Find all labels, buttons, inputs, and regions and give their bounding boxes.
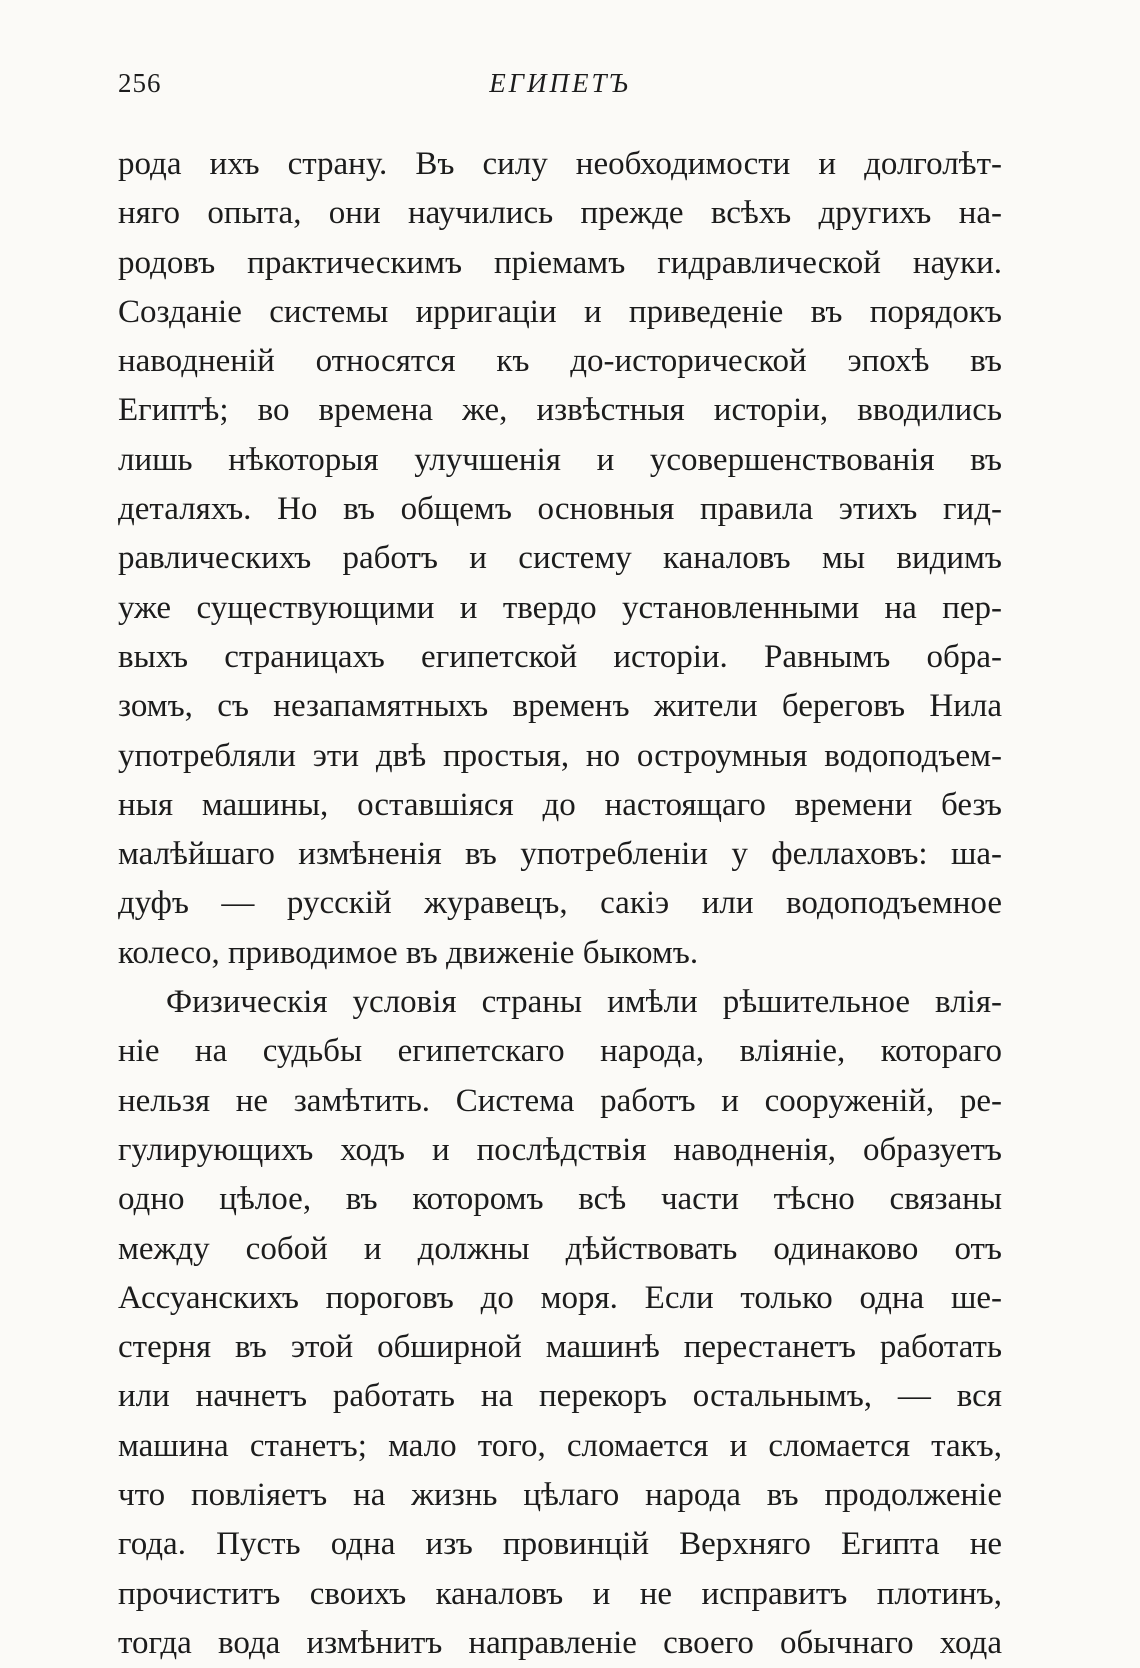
text-line: деталяхъ. Но въ общемъ основныя правила этихъ гид- — [118, 491, 1002, 528]
text-line: ніе на судьбы египетскаго народа, вліяніе, котораго — [118, 1033, 1002, 1070]
body-text — [118, 140, 1002, 1668]
text-line: малѣйшаго измѣненія въ употребленіи у феллаховъ: ша- — [118, 836, 1002, 873]
text-line: стерня въ этой обширной машинѣ перестанетъ работать — [118, 1329, 1002, 1366]
text-line: гулирующихъ ходъ и послѣдствія наводненія, образуетъ — [118, 1131, 1002, 1168]
text-line: лишь нѣкоторыя улучшенія и усовершенствованія въ — [118, 441, 1002, 478]
text-line: уже существующими и твердо установленными на пер- — [118, 589, 1002, 626]
running-head — [118, 68, 1002, 108]
text-line: ныя машины, оставшіяся до настоящаго времени безъ — [118, 786, 1002, 823]
paragraph — [118, 978, 1002, 1668]
text-line: наводненій относятся къ до-исторической эпохѣ въ — [118, 343, 1002, 380]
text-line: Ассуанскихъ пороговъ до моря. Если только одна ше- — [118, 1279, 1002, 1316]
text-line: употребляли эти двѣ простыя, но остроумныя водоподъем- — [118, 737, 1002, 774]
text-line: тогда вода измѣнитъ направленіе своего обычнаго хода — [118, 1624, 1002, 1661]
text-line: няго опыта, они научились прежде всѣхъ другихъ на- — [118, 195, 1002, 232]
text-line: Египтѣ; во времена же, извѣстныя исторіи, вводились — [118, 392, 1002, 429]
text-line: дуфъ — русскій журавецъ, сакіэ или водоподъемное — [118, 885, 1002, 922]
text-line: Созданіе системы ирригаціи и приведеніе въ порядокъ — [118, 293, 1002, 330]
text-line: нельзя не замѣтить. Система работъ и сооруженій, ре- — [118, 1082, 1002, 1119]
paragraph — [118, 140, 1002, 978]
text-line: прочиститъ своихъ каналовъ и не исправитъ плотинъ, — [118, 1575, 1002, 1612]
text-line: рода ихъ страну. Въ силу необходимости и долголѣт- — [118, 146, 1002, 182]
text-line: колесо, приводимое въ движеніе быкомъ. — [118, 934, 699, 971]
text-line: между собой и должны дѣйствовать одинаково отъ — [118, 1230, 1002, 1267]
running-title: ЕГИПЕТЪ — [489, 68, 631, 98]
text-line: Физическія условія страны имѣли рѣшительное влія- — [166, 984, 1002, 1021]
text-line: выхъ страницахъ египетской исторіи. Равнымъ обра- — [118, 638, 1002, 675]
text-line: что повліяетъ на жизнь цѣлаго народа въ продолженіе — [118, 1477, 1002, 1514]
text-line: или начнетъ работать на перекоръ остальнымъ, — вся — [118, 1378, 1002, 1415]
text-line: одно цѣлое, въ которомъ всѣ части тѣсно связаны — [118, 1181, 1002, 1218]
text-line: родовъ практическимъ пріемамъ гидравлической науки. — [118, 244, 1002, 281]
text-line: года. Пусть одна изъ провинцій Верхняго Египта не — [118, 1526, 1002, 1563]
text-line: зомъ, съ незапамятныхъ временъ жители береговъ Нила — [118, 688, 1002, 725]
text-line: машина станетъ; мало того, сломается и сломается такъ, — [118, 1427, 1002, 1464]
text-line: равлическихъ работъ и систему каналовъ мы видимъ — [118, 540, 1002, 577]
page-number: 256 — [118, 68, 162, 98]
